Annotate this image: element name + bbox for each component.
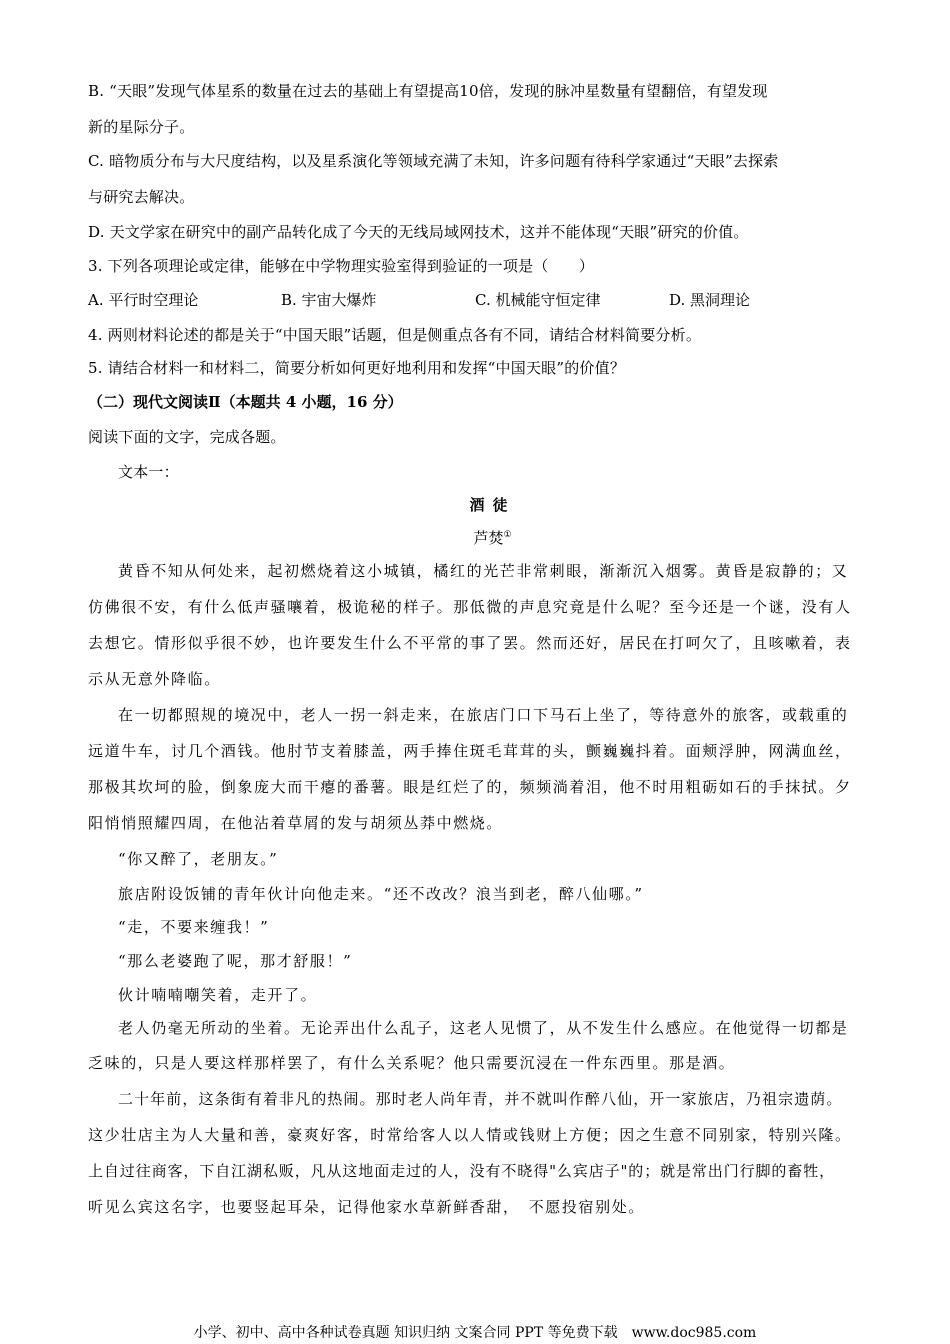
story-line: “走，不要来缠我！” [118,918,270,936]
q5-stem: 5. 请结合材料一和材料二，简要分析如何更好地利用和发挥“中国天眼”的价值？ [88,359,626,377]
story-line: 这少壮店主为人大量和善，豪爽好客，时常给客人以人情或钱财上方便；因之生意不同别家，特别兴隆。 [88,1126,852,1144]
story-line: 仿佛很不安，有什么低声骚嚷着，极诡秘的样子。那低微的声息究竟是什么呢？至今还是一个谜，没有人 [88,598,852,616]
q2-option-d: D. 天文学家在研究中的副产品转化成了今天的无线局域网技术，这并不能体现“天眼”研究的价值。 [88,223,749,241]
story-line: 在一切都照规的境况中，老人一拐一斜走来，在旅店门口下马石上坐了，等待意外的旅客，或载重的 [118,706,849,724]
story-line: “那么老婆跑了呢，那才舒服！” [118,952,353,970]
story-line: 乏味的，只是人要这样那样罢了，有什么关系呢？他只需要沉浸在一件东西里。那是酒。 [88,1054,736,1072]
q2-option-b-line1: B. “天眼”发现气体星系的数量在过去的基础上有望提高10倍，发现的脉冲星数量有望翻倍，有望发现 [88,82,768,100]
section-heading: （二）现代文阅读Ⅱ（本题共 4 小题，16 分） [88,393,403,411]
story-line: “你又醉了，老朋友。” [118,850,279,868]
story-line: 伙计喃喃嘲笑着，走开了。 [118,986,318,1004]
text-label: 文本一： [118,463,179,481]
q3-option-d: D. 黑洞理论 [669,291,751,309]
story-line: 二十年前，这条街有着非凡的热闹。那时老人尚年青，并不就叫作醉八仙，开一家旅店，乃祖宗遗荫。 [118,1090,843,1108]
story-line: 示从无意外降临。 [88,670,221,688]
story-line: 去想它。情形似乎很不妙，也许要发生什么不平常的事了罢。然而还好，居民在打呵欠了，且咳嗽着，表 [88,634,852,652]
page-footer: 小学、初中、高中各种试卷真题 知识归纳 文案合同 PPT 等免费下载 www.doc985.com [193,1325,757,1341]
section-instruction: 阅读下面的文字，完成各题。 [88,428,286,446]
story-title: 酒徒 [469,496,516,514]
author-footnote-marker: ① [503,530,512,540]
story-line: 老人仍毫无所动的坐着。无论弄出什么乱子，这老人见惯了，从不发生什么感应。在他觉得一切都是 [118,1019,849,1037]
story-line: 阳悄悄照耀四周，在他沾着草屑的发与胡须丛莽中燃烧。 [88,814,504,832]
q2-option-c-line1: C. 暗物质分布与大尺度结构，以及星系演化等领域充满了未知，许多问题有待科学家通过“天眼”去探索 [88,152,779,170]
story-line: 听见么宾这名字，也要竖起耳朵，记得他家水草新鲜香甜， 不愿投宿别处。 [88,1198,645,1216]
q4-stem: 4. 两则材料论述的都是关于“中国天眼”话题，但是侧重点各有不同，请结合材料简要分析。 [88,326,702,344]
story-author: 芦焚 [473,529,504,547]
story-line: 上自过往商客，下自江湖私贩，凡从这地面走过的人，没有不晓得"么宾店子"的；就是常出门行脚的畜牲， [88,1162,836,1180]
q2-option-c-line2: 与研究去解决。 [88,188,195,206]
q3-stem: 3. 下列各项理论或定律，能够在中学物理实验室得到验证的一项是（ ） [88,257,595,275]
q3-option-a: A. 平行时空理论 [88,291,199,309]
story-line: 远道牛车，讨几个酒钱。他肘节支着膝盖，两手捧住斑毛茸茸的头，颤巍巍抖着。面颊浮肿，网满血丝， [88,742,852,760]
story-line: 旅店附设饭铺的青年伙计向他走来。“还不改改？浪当到老，醉八仙哪。” [118,885,644,903]
story-line: 黄昏不知从何处来，起初燃烧着这小城镇，橘红的光芒非常刺眼，渐渐沉入烟雾。黄昏是寂静的；又 [118,562,849,580]
q3-option-c: C. 机械能守恒定律 [475,291,601,309]
q2-option-b-line2: 新的星际分子。 [88,118,195,136]
story-line: 那极其坎坷的脸，倒象庞大而干瘪的番薯。眼是红烂了的，频频淌着泪，他不时用粗砺如石的手抹拭。夕 [88,778,852,796]
story-author-line [0,527,950,548]
q3-option-b: B. 宇宙大爆炸 [281,291,377,309]
